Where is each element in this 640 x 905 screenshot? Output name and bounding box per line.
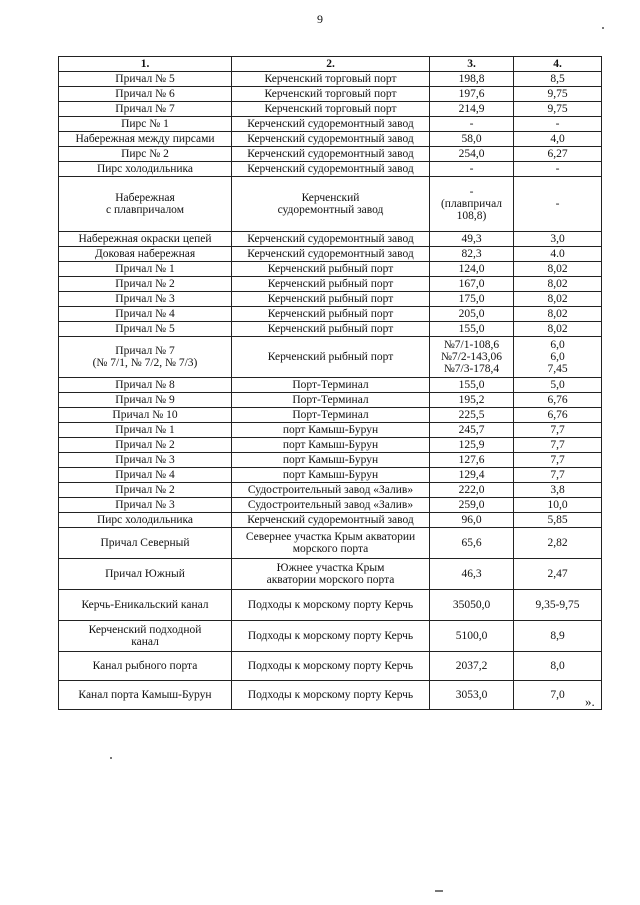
scan-speck	[110, 757, 112, 759]
depth-cell: 4.0	[514, 247, 602, 262]
location-cell: порт Камыш-Бурун	[232, 453, 430, 468]
length-cell: -	[430, 162, 514, 177]
berth-name-cell: Доковая набережная	[59, 247, 232, 262]
depth-cell: 10,0	[514, 498, 602, 513]
length-cell: -	[430, 117, 514, 132]
table-row	[59, 232, 602, 247]
table-row	[59, 468, 602, 483]
location-cell: Керченский судоремонтный завод	[232, 232, 430, 247]
depth-cell: 8,02	[514, 277, 602, 292]
berth-name-cell: Причал № 7 (№ 7/1, № 7/2, № 7/3)	[59, 337, 232, 378]
length-cell: 205,0	[430, 307, 514, 322]
depth-cell: -	[514, 117, 602, 132]
location-cell: Порт-Терминал	[232, 378, 430, 393]
berth-name-cell: Канал порта Камыш-Бурун	[59, 681, 232, 710]
berth-name-cell: Причал № 3	[59, 292, 232, 307]
berth-name-cell: Причал № 10	[59, 408, 232, 423]
table-row	[59, 247, 602, 262]
scan-speck	[435, 890, 443, 892]
length-cell: 259,0	[430, 498, 514, 513]
scan-speck	[602, 27, 604, 29]
length-cell: 96,0	[430, 513, 514, 528]
berth-name-cell: Причал Северный	[59, 528, 232, 559]
length-cell: 2037,2	[430, 652, 514, 681]
depth-cell: 6,0 6,0 7,45	[514, 337, 602, 378]
depth-cell: 7,7	[514, 423, 602, 438]
location-cell: Подходы к морскому порту Керчь	[232, 621, 430, 652]
table-row	[59, 102, 602, 117]
berth-name-cell: Набережная между пирсами	[59, 132, 232, 147]
table-row	[59, 438, 602, 453]
table-row	[59, 117, 602, 132]
location-cell: Керченский рыбный порт	[232, 337, 430, 378]
berth-name-cell: Пирс холодильника	[59, 162, 232, 177]
location-cell: Керченский торговый порт	[232, 87, 430, 102]
location-cell: Керченский торговый порт	[232, 72, 430, 87]
berth-name-cell: Причал № 3	[59, 498, 232, 513]
table-row	[59, 322, 602, 337]
table-row	[59, 483, 602, 498]
depth-cell: 2,82	[514, 528, 602, 559]
header-col-2: 2.	[232, 57, 430, 72]
depth-cell: 8,02	[514, 262, 602, 277]
header-col-1: 1.	[59, 57, 232, 72]
location-cell: Судостроительный завод «Залив»	[232, 483, 430, 498]
berth-name-cell: Пирс холодильника	[59, 513, 232, 528]
length-cell: 225,5	[430, 408, 514, 423]
depth-cell: 3,8	[514, 483, 602, 498]
berth-name-cell: Причал № 8	[59, 378, 232, 393]
length-cell: 245,7	[430, 423, 514, 438]
location-cell: Подходы к морскому порту Керчь	[232, 652, 430, 681]
depth-cell: 5,85	[514, 513, 602, 528]
length-cell: 155,0	[430, 322, 514, 337]
location-cell: Порт-Терминал	[232, 408, 430, 423]
depth-cell: -	[514, 162, 602, 177]
length-cell: 82,3	[430, 247, 514, 262]
length-cell: 65,6	[430, 528, 514, 559]
depth-cell: 6,76	[514, 393, 602, 408]
depth-cell: 7,7	[514, 468, 602, 483]
length-cell: 197,6	[430, 87, 514, 102]
berth-name-cell: Причал № 4	[59, 307, 232, 322]
table-row	[59, 453, 602, 468]
ports-table	[58, 56, 602, 710]
location-cell: порт Камыш-Бурун	[232, 423, 430, 438]
berth-name-cell: Причал № 6	[59, 87, 232, 102]
depth-cell: 8,9	[514, 621, 602, 652]
header-col-3: 3.	[430, 57, 514, 72]
location-cell: Керченский рыбный порт	[232, 307, 430, 322]
depth-cell: 5,0	[514, 378, 602, 393]
length-cell: 198,8	[430, 72, 514, 87]
berth-name-cell: Пирс № 1	[59, 117, 232, 132]
table-row	[59, 162, 602, 177]
table-row	[59, 393, 602, 408]
length-cell: 155,0	[430, 378, 514, 393]
length-cell: 124,0	[430, 262, 514, 277]
depth-cell: 7,0	[514, 681, 602, 710]
location-cell: Керченский судоремонтный завод	[232, 132, 430, 147]
location-cell: Керченский рыбный порт	[232, 292, 430, 307]
berth-name-cell: Причал № 1	[59, 262, 232, 277]
table-row	[59, 621, 602, 652]
location-cell: Порт-Терминал	[232, 393, 430, 408]
depth-cell: 4,0	[514, 132, 602, 147]
location-cell: Керченский судоремонтный завод	[232, 117, 430, 132]
location-cell: Судостроительный завод «Залив»	[232, 498, 430, 513]
berth-name-cell: Причал № 9	[59, 393, 232, 408]
location-cell: Подходы к морскому порту Керчь	[232, 590, 430, 621]
location-cell: порт Камыш-Бурун	[232, 438, 430, 453]
table-header-row	[59, 57, 602, 72]
berth-name-cell: Причал Южный	[59, 559, 232, 590]
depth-cell: 3,0	[514, 232, 602, 247]
location-cell: Керченский судоремонтный завод	[232, 177, 430, 232]
location-cell: Керченский торговый порт	[232, 102, 430, 117]
location-cell: Керченский судоремонтный завод	[232, 162, 430, 177]
table-row	[59, 262, 602, 277]
berth-name-cell: Керченский подходной канал	[59, 621, 232, 652]
length-cell: 167,0	[430, 277, 514, 292]
table-row	[59, 590, 602, 621]
berth-name-cell: Канал рыбного порта	[59, 652, 232, 681]
closing-quote-mark: ».	[585, 694, 595, 709]
length-cell: 222,0	[430, 483, 514, 498]
table-row	[59, 528, 602, 559]
depth-cell: 6,27	[514, 147, 602, 162]
depth-cell: -	[514, 177, 602, 232]
depth-cell: 6,76	[514, 408, 602, 423]
depth-cell: 8,02	[514, 292, 602, 307]
depth-cell: 9,35-9,75	[514, 590, 602, 621]
table-row	[59, 559, 602, 590]
location-cell: порт Камыш-Бурун	[232, 468, 430, 483]
berth-name-cell: Набережная окраски цепей	[59, 232, 232, 247]
location-cell: Керченский рыбный порт	[232, 277, 430, 292]
length-cell: 254,0	[430, 147, 514, 162]
length-cell: №7/1-108,6 №7/2-143,06 №7/3-178,4	[430, 337, 514, 378]
table-row	[59, 337, 602, 378]
berth-name-cell: Причал № 2	[59, 438, 232, 453]
depth-cell: 8,02	[514, 307, 602, 322]
length-cell: 127,6	[430, 453, 514, 468]
table-row	[59, 177, 602, 232]
length-cell: 46,3	[430, 559, 514, 590]
table-row	[59, 498, 602, 513]
location-cell: Керченский судоремонтный завод	[232, 513, 430, 528]
table-row	[59, 652, 602, 681]
berth-name-cell: Причал № 1	[59, 423, 232, 438]
length-cell: 58,0	[430, 132, 514, 147]
length-cell: 35050,0	[430, 590, 514, 621]
location-cell: Керченский судоремонтный завод	[232, 147, 430, 162]
header-col-4: 4.	[514, 57, 602, 72]
table-row	[59, 378, 602, 393]
location-cell: Подходы к морскому порту Керчь	[232, 681, 430, 710]
location-cell: Южнее участка Крым акватории морского порта	[232, 559, 430, 590]
location-cell: Керченский рыбный порт	[232, 322, 430, 337]
berth-name-cell: Причал № 5	[59, 72, 232, 87]
depth-cell: 8,0	[514, 652, 602, 681]
length-cell: 175,0	[430, 292, 514, 307]
length-cell: 195,2	[430, 393, 514, 408]
berth-name-cell: Пирс № 2	[59, 147, 232, 162]
location-cell: Керченский судоремонтный завод	[232, 247, 430, 262]
berth-name-cell: Причал № 5	[59, 322, 232, 337]
depth-cell: 9,75	[514, 87, 602, 102]
depth-cell: 8,02	[514, 322, 602, 337]
berth-name-cell: Причал № 3	[59, 453, 232, 468]
table-row	[59, 72, 602, 87]
table-row	[59, 408, 602, 423]
berth-name-cell: Керчь-Еникальский канал	[59, 590, 232, 621]
length-cell: 3053,0	[430, 681, 514, 710]
table-row	[59, 147, 602, 162]
berth-name-cell: Причал № 2	[59, 277, 232, 292]
berth-name-cell: Причал № 2	[59, 483, 232, 498]
page-number: 9	[317, 12, 323, 26]
location-cell: Севернее участка Крым акватории морского порта	[232, 528, 430, 559]
depth-cell: 7,7	[514, 453, 602, 468]
depth-cell: 8,5	[514, 72, 602, 87]
berth-name-cell: Причал № 4	[59, 468, 232, 483]
length-cell: - (плавпричал 108,8)	[430, 177, 514, 232]
berth-name-cell: Набережная с плавпричалом	[59, 177, 232, 232]
length-cell: 214,9	[430, 102, 514, 117]
table-row	[59, 423, 602, 438]
location-cell: Керченский рыбный порт	[232, 262, 430, 277]
length-cell: 129,4	[430, 468, 514, 483]
depth-cell: 9,75	[514, 102, 602, 117]
depth-cell: 2,47	[514, 559, 602, 590]
table-row	[59, 292, 602, 307]
table-row	[59, 681, 602, 710]
depth-cell: 7,7	[514, 438, 602, 453]
length-cell: 125,9	[430, 438, 514, 453]
table-row	[59, 132, 602, 147]
table-row	[59, 87, 602, 102]
length-cell: 5100,0	[430, 621, 514, 652]
table-row	[59, 307, 602, 322]
table-row	[59, 513, 602, 528]
berth-name-cell: Причал № 7	[59, 102, 232, 117]
table-row	[59, 277, 602, 292]
length-cell: 49,3	[430, 232, 514, 247]
